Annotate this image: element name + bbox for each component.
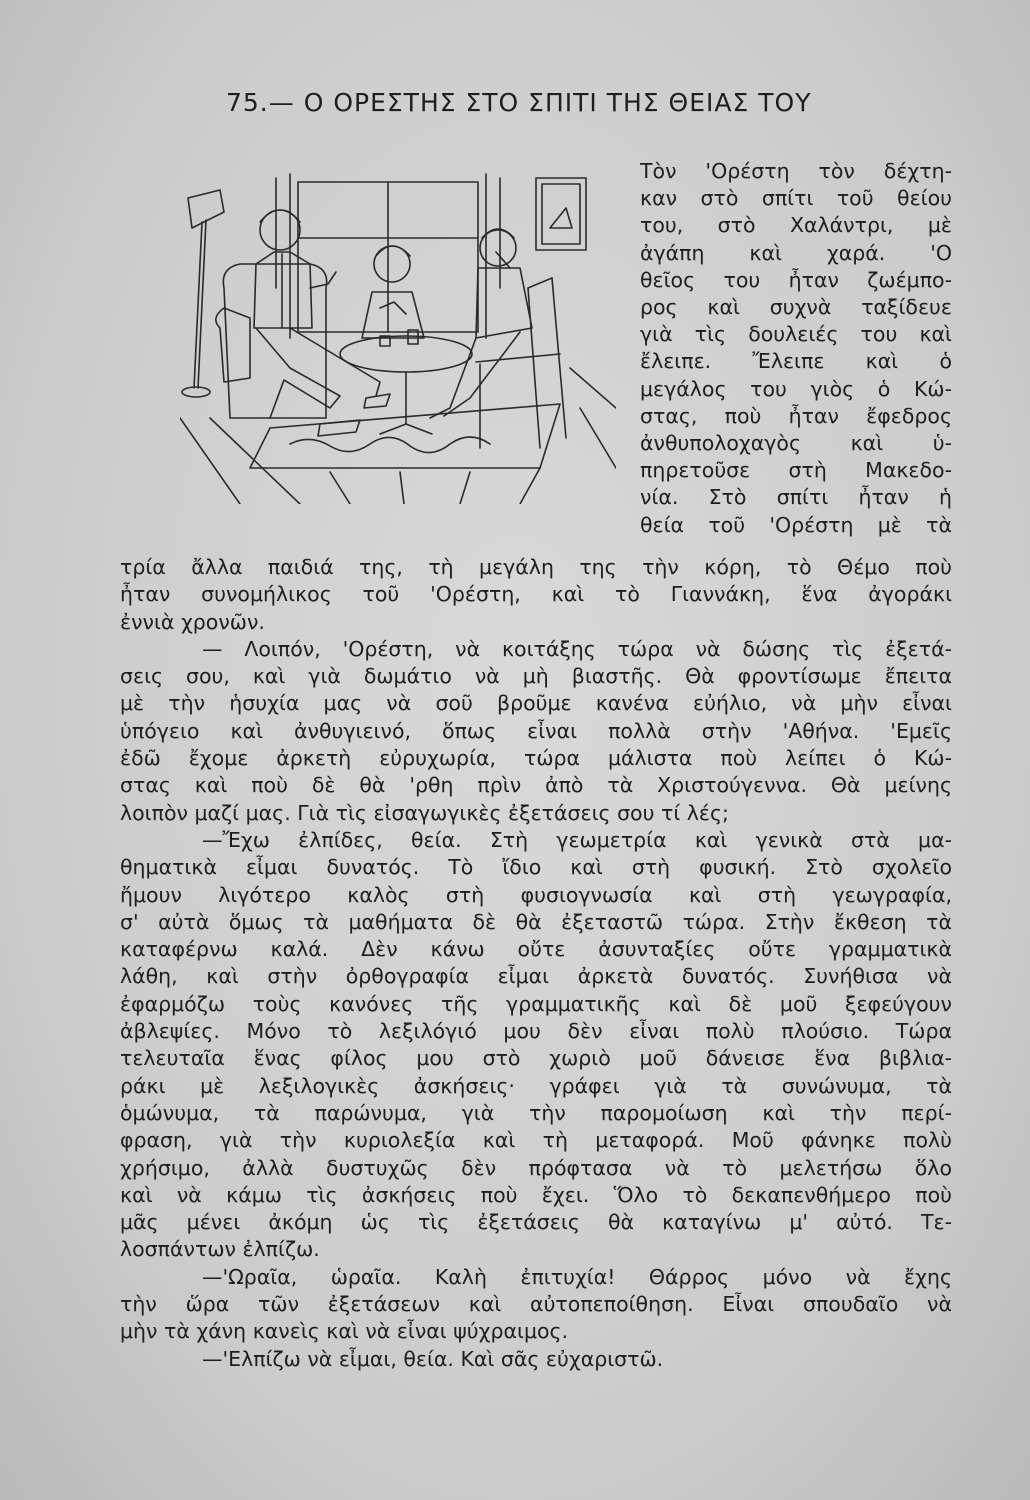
body-text-column <box>120 554 952 1373</box>
text-line: του, στὸ Χαλάντρι, μὲ <box>640 213 952 238</box>
text-line: φραση, γιὰ τὴν κυριολεξία καὶ τὴ μεταφορά. Μοῦ φάνηκε πολὺ <box>120 1128 952 1153</box>
text-line: λοιπὸν μαζί μας. Γιὰ τὶς εἰσαγωγικὲς ἐξετάσεις σου τί λές; <box>120 800 729 825</box>
text-line: τελευταῖα ἕνας φίλος μου στὸ χωριὸ μοῦ δάνεισε ἕνα βιβλια- <box>120 1046 952 1071</box>
text-line: πηρετοῦσε στὴ Μακεδο- <box>640 458 952 483</box>
text-line: Τὸν 'Ορέστη τὸν δέχτη- <box>640 159 952 183</box>
text-line: θεῖος του ἦταν ζωέμπο- <box>640 267 952 292</box>
text-line: ὑπόγειο καὶ ἀνθυγιεινό, ὅπως εἶναι πολλὰ στὴν 'Αθήνα. 'Εμεῖς <box>120 718 952 743</box>
text-line: καταφέρνω καλά. Δὲν κάνω οὔτε ἀσυνταξίες οὔτε γραμματικὰ <box>120 937 952 962</box>
text-line: καὶ νὰ κάμω τὶς ἀσκήσεις ποὺ ἔχει. Ὅλο τὸ δεκαπενθήμερο ποὺ <box>120 1182 952 1207</box>
room-illustration <box>180 168 616 504</box>
text-line: ἦταν συνομήλικος τοῦ 'Ορέστη, καὶ τὸ Γιαννάκη, ἕνα ἀγοράκι <box>120 582 952 607</box>
text-line: —'Ελπίζω νὰ εἶμαι, θεία. Καὶ σᾶς εὐχαριστῶ. <box>202 1346 664 1371</box>
text-line: μεγάλος του γιὸς ὁ Κώ- <box>640 376 952 401</box>
text-line: — Λοιπόν, 'Ορέστη, νὰ κοιτάξης τώρα νὰ δώσης τὶς ἐξετά- <box>202 636 952 661</box>
text-line: ἀγάπη καὶ χαρά. 'Ο <box>640 240 952 265</box>
text-line: ἐφαρμόζω τοὺς κανόνες τῆς γραμματικῆς καὶ δὲ μοῦ ξεφεύγουν <box>120 991 952 1016</box>
text-line: ἀβλεψίες. Μόνο τὸ λεξιλόγιό μου δὲν εἶναι πολὺ πλούσιο. Τώρα <box>120 1019 952 1044</box>
text-line: στας καὶ ποὺ δὲ θὰ 'ρθη πρὶν ἀπὸ τὰ Χριστούγεννα. Θὰ μείνης <box>120 773 952 798</box>
text-line: μὲ τὴν ἡσυχία μας νὰ σοῦ βροῦμε κανένα εὐήλιο, νὰ μὴν εἶναι <box>120 691 952 716</box>
text-line: ἐδῶ ἔχομε ἀρκετὴ εὐρυχωρία, τώρα μάλιστα ποὺ λείπει ὁ Κώ- <box>120 746 952 771</box>
lesson-title: 75.— Ο ΟΡΕΣΤΗΣ ΣΤΟ ΣΠΙΤΙ ΤΗΣ ΘΕΙΑΣ ΤΟΥ <box>226 88 812 117</box>
text-line: χρήσιμο, ἀλλὰ δυστυχῶς δὲν πρόφτασα νὰ τὸ μελετήσω ὅλο <box>120 1155 952 1180</box>
text-line: ἐννιὰ χρονῶν. <box>120 609 265 634</box>
side-text-column <box>640 158 952 539</box>
text-line: —Ἔχω ἐλπίδες, θεία. Στὴ γεωμετρία καὶ γενικὰ στὰ μα- <box>202 827 952 852</box>
text-line: καν στὸ σπίτι τοῦ θείου <box>640 186 952 211</box>
text-line: ἔλειπε. Ἔλειπε καὶ ὁ <box>640 349 952 374</box>
text-line: —'Ωραῖα, ὡραῖα. Καλὴ ἐπιτυχία! Θάρρος μόνο νὰ ἔχης <box>202 1264 952 1289</box>
text-line: ἀνθυπολοχαγὸς καὶ ὑ- <box>640 431 952 456</box>
text-line: ὁμώνυμα, τὰ παρώνυμα, γιὰ τὴν παρομοίωση καὶ τὴν περί- <box>120 1100 952 1125</box>
text-line: στας, ποὺ ἦταν ἔφεδρος <box>640 403 952 428</box>
text-line: ρος καὶ συχνὰ ταξίδευε <box>640 295 952 320</box>
text-line: σ' αὐτὰ ὅμως τὰ μαθήματα δὲ θὰ ἐξεταστῶ τώρα. Στὴν ἔκθεση τὰ <box>120 909 952 934</box>
text-line: μᾶς μένει ἀκόμη ὡς τὶς ἐξετάσεις θὰ καταγίνω μ' αὐτό. Τε- <box>120 1210 952 1235</box>
text-line: λοσπάντων ἐλπίζω. <box>120 1237 320 1262</box>
text-line: σεις σου, καὶ γιὰ δωμάτιο νὰ μὴ βιαστῆς. Θὰ φροντίσωμε ἔπειτα <box>120 664 952 689</box>
text-line: ράκι μὲ λεξιλογικὲς ἀσκήσεις· γράφει γιὰ τὰ συνώνυμα, τὰ <box>120 1073 952 1098</box>
text-line: τὴν ὥρα τῶν ἐξετάσεων καὶ αὐτοπεποίθηση. Εἶναι σπουδαῖο νὰ <box>120 1292 952 1317</box>
text-line: τρία ἄλλα παιδιά της, τὴ μεγάλη της τὴν κόρη, τὸ Θέμο ποὺ <box>120 555 952 579</box>
text-line: γιὰ τὶς δουλειές του καὶ <box>640 322 952 347</box>
text-line: θηματικὰ εἶμαι δυνατός. Τὸ ἴδιο καὶ στὴ φυσική. Στὸ σχολεῖο <box>120 855 952 880</box>
text-line: ἤμουν λιγότερο καλὸς στὴ φυσιογνωσία καὶ στὴ γεωγραφία, <box>120 882 952 907</box>
text-line: μὴν τὰ χάνη κανεὶς καὶ νὰ εἶναι ψύχραιμος. <box>120 1319 569 1344</box>
text-line: λάθη, καὶ στὴν ὀρθογραφία εἶμαι ἀρκετὰ δυνατός. Συνήθισα νὰ <box>120 964 952 989</box>
text-line: θεία τοῦ 'Ορέστη μὲ τὰ <box>640 512 952 537</box>
text-line: νία. Στὸ σπίτι ἦταν ἡ <box>640 485 952 510</box>
